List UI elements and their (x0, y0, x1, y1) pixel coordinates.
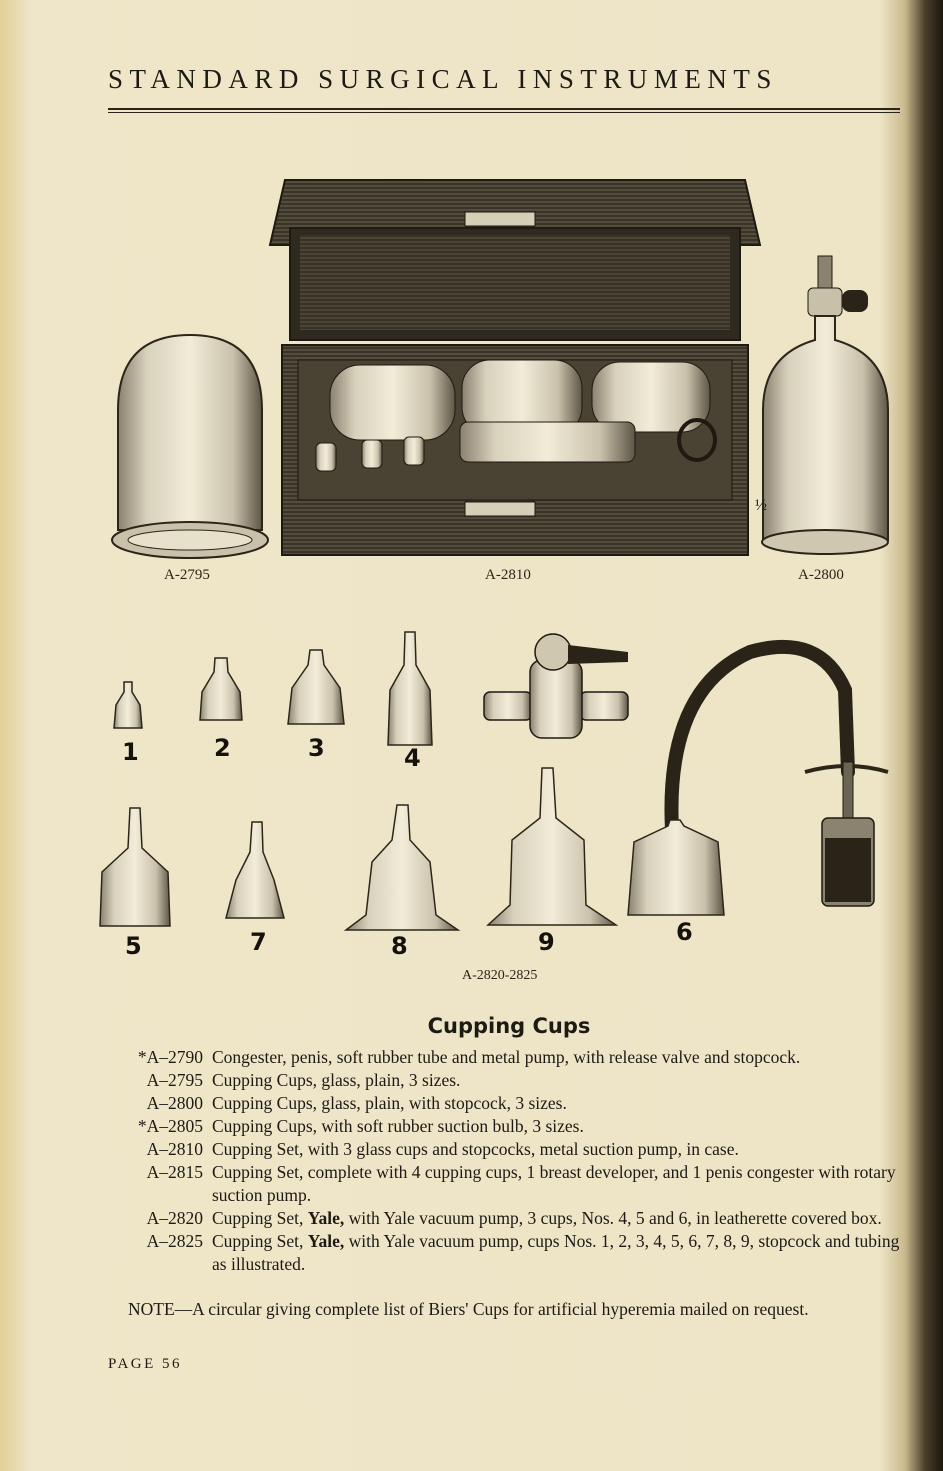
cup-7 (226, 822, 284, 918)
caption-a2795: A-2795 (164, 567, 210, 583)
item-code: *A–2805 (137, 1116, 203, 1136)
cup-3 (288, 650, 344, 724)
item-description: Cupping Set, Yale, with Yale vacuum pump, cups Nos. 1, 2, 3, 4, 5, 6, 7, 8, 9, stopcock and tubing as illustrated. (212, 1231, 900, 1274)
half-size-mark: ½ (755, 497, 767, 514)
cup-5 (100, 808, 170, 926)
list-item (108, 1207, 908, 1230)
stopcock-valve (484, 634, 628, 738)
list-item (108, 1046, 908, 1069)
cup-number-1: 1 (122, 738, 139, 766)
item-description: Cupping Cups, glass, plain, 3 sizes. (212, 1070, 461, 1090)
item-code: A–2800 (146, 1093, 203, 1113)
caption-a2820-2825: A-2820-2825 (462, 968, 538, 983)
section-title: Cupping Cups (427, 1014, 591, 1038)
caption-a2810: A-2810 (485, 567, 531, 583)
brand-name: Yale, (307, 1231, 345, 1251)
page-number: PAGE 56 (108, 1356, 183, 1372)
page-header: STANDARD SURGICAL INSTRUMENTS (108, 64, 778, 94)
list-item (108, 1069, 908, 1092)
cup-9 (488, 768, 616, 925)
stopcock-cup-a2800 (762, 256, 888, 554)
item-code: A–2820 (146, 1208, 203, 1228)
item-code: A–2825 (146, 1231, 203, 1251)
note-text: NOTE—A circular giving complete list of Biers' Cups for artificial hyperemia mailed on request. (128, 1299, 809, 1319)
cup-number-6: 6 (676, 918, 693, 946)
caption-a2800: A-2800 (798, 567, 844, 583)
item-description: Congester, penis, soft rubber tube and metal pump, with release valve and stopcock. (212, 1047, 801, 1067)
bell-cup-a2795 (112, 335, 268, 558)
item-description: Cupping Cups, with soft rubber suction bulb, 3 sizes. (212, 1116, 584, 1136)
brand-name: Yale, (307, 1208, 345, 1228)
cup-2 (200, 658, 242, 720)
item-description: Cupping Set, with 3 glass cups and stopcocks, metal suction pump, in case. (212, 1139, 739, 1159)
cup-1 (114, 682, 142, 728)
item-code: A–2815 (146, 1162, 203, 1182)
cup-number-4: 4 (404, 744, 421, 772)
cup-number-8: 8 (391, 932, 408, 960)
list-item (108, 1138, 908, 1161)
item-code: A–2795 (146, 1070, 203, 1090)
list-item (108, 1092, 908, 1115)
cup-number-7: 7 (250, 928, 267, 956)
cup-4 (388, 632, 432, 745)
cupping-set-case-a2810 (270, 180, 760, 555)
cup-number-2: 2 (214, 734, 231, 762)
product-list (108, 1046, 908, 1276)
item-description: Cupping Cups, glass, plain, with stopcock, 3 sizes. (212, 1093, 567, 1113)
item-code: *A–2790 (137, 1047, 203, 1067)
cup-number-3: 3 (308, 734, 325, 762)
cup-number-5: 5 (125, 932, 142, 960)
item-description: Cupping Set, complete with 4 cupping cups, 1 breast developer, and 1 penis congester with rotary suction pump. (212, 1162, 896, 1205)
list-item (108, 1115, 908, 1138)
cup-6-with-pump (628, 647, 888, 915)
list-item (108, 1161, 908, 1207)
cup-8 (346, 805, 458, 930)
item-description: Cupping Set, Yale, with Yale vacuum pump, 3 cups, Nos. 4, 5 and 6, in leatherette covered box. (212, 1208, 882, 1228)
item-code: A–2810 (146, 1139, 203, 1159)
cup-number-9: 9 (538, 928, 555, 956)
list-item (108, 1230, 908, 1276)
